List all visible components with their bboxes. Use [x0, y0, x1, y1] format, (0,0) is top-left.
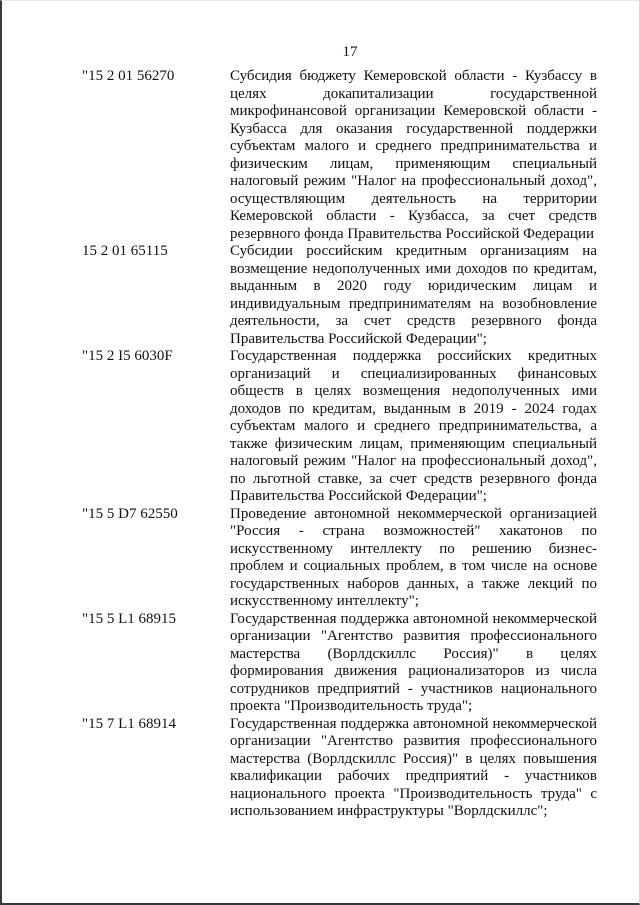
budget-code: "15 7 L1 68914 [82, 715, 177, 732]
list-item [0, 506, 640, 611]
page-number: 17 [342, 44, 358, 60]
list-item [0, 716, 640, 821]
list-item [0, 243, 640, 348]
list-item [0, 348, 640, 506]
budget-code: 15 2 01 65115 [82, 243, 168, 259]
budget-code: "15 5 D7 62550 [82, 505, 178, 522]
budget-item-description: Государственная поддержка автономной некоммерческой организации "Агентство развития профессионального мастерства (Ворлдскиллс Россия)" в целях повышения квалификации рабочих предприятий - участников национального проекта "Производительность труда" с использованием инфраструктуры "Ворлдскиллс"; [230, 715, 597, 819]
budget-item-description: Субсидии российским кредитным организациям на возмещение недополученных ими доходов по кредитам, выданным в 2020 году юридическим лицам и индивидуальным предпринимателям на возобновление деятельности, за счет средств резервного фонда Правительства Российской Федерации"; [230, 243, 597, 347]
budget-item-description: Субсидия бюджету Кемеровской области - Кузбассу в целях докапитализации государственной микрофинансовой организации Кемеровской области - Кузбасса для оказания государственной поддержки субъектам малого и среднего предпринимательства и физическим лицам, применяющим специальный налоговый режим "Налог на профессиональный доход", осуществляющим деятельность на территории Кемеровской области - Кузбасса, за счет средств резервного фонда Правительства Российской Федерации [230, 68, 597, 242]
budget-code: "15 2 01 56270 [82, 68, 175, 84]
list-item [0, 611, 640, 716]
budget-code-list [0, 68, 640, 821]
budget-item-description: Проведение автономной некоммерческой организацией "Россия - страна возможностей" хакатонов по искусственному интеллекту по решению бизнес-проблем и социальных проблем, в том числе на основе государственных наборов данных, а также лекций по искусственному интеллекту"; [230, 505, 597, 609]
budget-code: "15 5 L1 68915 [82, 610, 177, 627]
budget-item-description: Государственная поддержка российских кредитных организаций и специализированных финансовых обществ в целях возмещения недополученных ими доходов по кредитам, выданным в 2019 - 2024 годах субъектам малого и среднего предпринимательства, а также физическим лицам, применяющим специальный налоговый режим "Налог на профессиональный доход", по льготной ставке, за счет средств резервного фонда Правительства Российской Федерации"; [230, 348, 597, 504]
budget-code: "15 2 I5 6030F [82, 348, 173, 364]
budget-item-description: Государственная поддержка автономной некоммерческой организации "Агентство развития профессионального мастерства (Ворлдскиллс Россия)" в целях формирования движения рационализаторов из числа сотрудников предприятий - участников национального проекта "Производительность труда"; [230, 610, 597, 714]
list-item [0, 68, 640, 243]
